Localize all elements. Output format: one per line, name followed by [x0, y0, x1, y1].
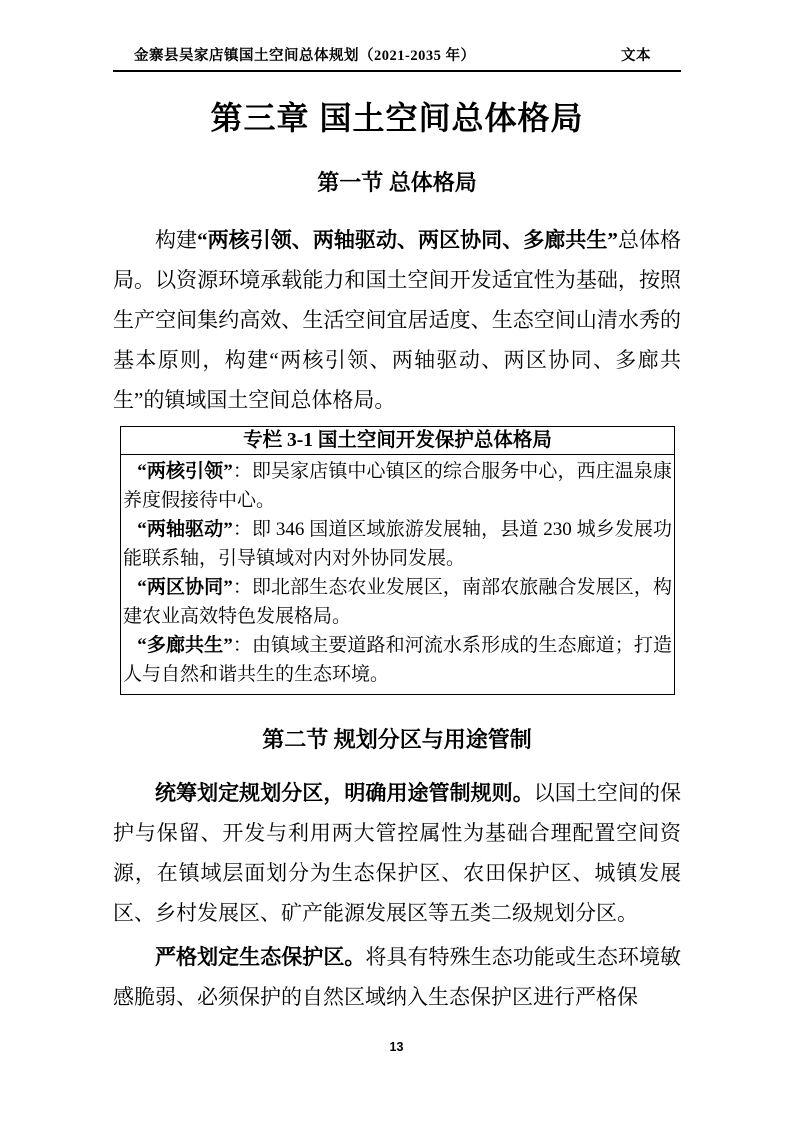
page-number: 13: [389, 1040, 404, 1054]
entry-lead: “两核引领”: [137, 461, 233, 482]
bold-text-run: 统筹划定规划分区，明确用途管制规则。: [155, 781, 534, 805]
section-1-title: 第一节 总体格局: [317, 170, 477, 195]
entry-lead: “两区协同”: [137, 577, 233, 598]
page-content: [113, 86, 681, 1017]
header-doc-title: 金寨县吴家店镇国土空间总体规划（2021-2035 年）: [134, 48, 476, 64]
paragraph-overall-pattern: [113, 220, 681, 420]
paragraph-planning-zones: [113, 773, 681, 933]
text-run: 总体格局。以资源环境承载能力和国土空间开发适宜性为基础，按照生产空间集约高效、生活空间宜居适度、生态空间山清水秀的基本原则，构建“两核引领、两轴驱动、两区协同、多廊共生”的镇域国土空间总体格局。: [113, 228, 682, 412]
feature-box-entry: [123, 515, 672, 573]
feature-box-3-1: [120, 426, 675, 695]
text-run: 以国土空间的保护与保留、开发与利用两大管控属性为基础合理配置空间资源，在镇域层面划分为生态保护区、农田保护区、城镇发展区、乡村发展区、矿产能源发展区等五类二级规划分区。: [113, 781, 681, 925]
page-header: [113, 44, 681, 72]
header-doc-type: 文本: [621, 48, 651, 64]
page-footer: [0, 1040, 793, 1054]
text-run: 将具有特殊生态功能或生态环境敏感脆弱、必须保护的自然区域纳入生态保护区进行严格保: [113, 945, 682, 1009]
header-rule: [113, 44, 681, 72]
chapter-title: 第三章 国土空间总体格局: [210, 100, 584, 136]
paragraph-ecological-protection: [113, 937, 681, 1017]
feature-box-entry: [123, 457, 672, 515]
feature-box-title: 专栏 3-1 国土空间开发保护总体格局: [121, 427, 674, 455]
bold-text-run: “两核引领、两轴驱动、两区协同、多廊共生”: [197, 228, 618, 252]
feature-box-body: [121, 455, 674, 694]
feature-box-entry: [123, 573, 672, 631]
entry-text: ：即北部生态农业发展区，南部农旅融合发展区，构建农业高效特色发展格局。: [123, 577, 672, 627]
entry-text: ：即 346 国道区域旅游发展轴，县道 230 城乡发展功能联系轴，引导镇域对内对外协同发展。: [123, 519, 672, 569]
text-run: 构建: [155, 228, 198, 252]
entry-lead: “多廊共生”: [137, 635, 233, 656]
bold-text-run: 严格划定生态保护区。: [155, 945, 366, 969]
entry-text: ：由镇域主要道路和河流水系形成的生态廊道；打造人与自然和谐共生的生态环境。: [123, 635, 672, 685]
section-2-title: 第二节 规划分区与用途管制: [262, 727, 532, 752]
entry-lead: “两轴驱动”: [137, 519, 233, 540]
feature-box-entry: [123, 631, 672, 689]
entry-text: ：即吴家店镇中心镇区的综合服务中心，西庄温泉康养度假接待中心。: [123, 461, 672, 511]
